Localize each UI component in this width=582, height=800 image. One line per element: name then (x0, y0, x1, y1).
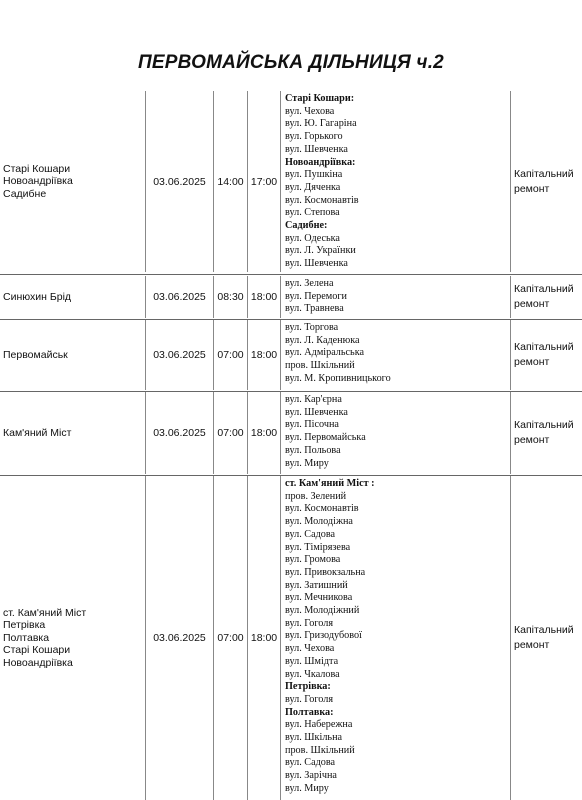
street-item: вул. Дяченка (285, 181, 341, 193)
location-line: Петрівка (3, 619, 46, 632)
street-item: вул. Чехова (285, 643, 335, 655)
street-item: вул. Первомайська (285, 432, 366, 444)
table-row (0, 276, 582, 318)
settlement-heading: Петрівка: (285, 681, 331, 693)
street-item: вул. М. Кропивницького (285, 372, 391, 384)
location-cell (0, 476, 145, 800)
street-item: вул. Зарічна (285, 770, 337, 782)
work-type-cell (510, 320, 582, 390)
location-line: Старі Кошари (3, 644, 71, 657)
location-text (3, 291, 71, 303)
date-cell: 03.06.2025 (145, 392, 213, 474)
street-item: вул. Тімірязева (285, 541, 351, 553)
work-type-cell (510, 476, 582, 800)
street-item: вул. Гоголя (285, 617, 334, 629)
street-item: вул. Молодіжна (285, 516, 353, 528)
page-title: ПЕРВОМАЙСЬКА ДІЛЬНИЦЯ ч.2 (138, 52, 444, 73)
street-item: вул. Набережна (285, 719, 353, 731)
street-item: вул. Садова (285, 528, 336, 540)
time-from-cell: 07:00 (213, 476, 247, 800)
street-item: вул. Адміральська (285, 347, 365, 359)
street-item: вул. Л. Українки (285, 245, 356, 257)
location-line: Старі Кошари (3, 162, 71, 175)
table-row (0, 320, 582, 390)
street-item: вул. Горького (285, 131, 343, 143)
work-type-cell (510, 91, 582, 272)
street-item: вул. Громова (285, 554, 341, 566)
settlement-heading: Старі Кошари: (285, 93, 355, 104)
location-cell (0, 276, 145, 318)
street-item: вул. Одеська (285, 232, 340, 244)
location-text (3, 607, 86, 669)
settlement-heading: Новоандріївка: (285, 156, 356, 168)
street-item: вул. Л. Каденюка (285, 334, 360, 346)
location-line: Синюхин Брід (3, 290, 72, 303)
street-item: вул. Шмідта (285, 655, 339, 667)
date-cell: 03.06.2025 (145, 476, 213, 800)
time-to-cell: 18:00 (247, 476, 280, 800)
street-item: вул. Садова (285, 757, 336, 769)
street-item: вул. Миру (285, 782, 329, 794)
table-row (0, 392, 582, 474)
streets-cell (280, 392, 510, 474)
street-item: пров. Шкільний (285, 744, 355, 756)
streets-cell (280, 91, 510, 272)
street-item: вул. Ю. Гагаріна (285, 118, 357, 130)
date-cell: 03.06.2025 (145, 91, 213, 272)
street-item: вул. Перемоги (285, 290, 347, 302)
streets-cell (280, 476, 510, 800)
street-item: вул. Зелена (285, 278, 334, 289)
location-line: Новоандріївка (3, 175, 73, 188)
street-item: вул. Гоголя (285, 693, 334, 705)
time-from-cell: 07:00 (213, 392, 247, 474)
street-item: вул. Пушкіна (285, 169, 343, 181)
work-type-cell (510, 392, 582, 474)
street-item: вул. Чехова (285, 105, 335, 117)
time-to-cell: 17:00 (247, 91, 280, 272)
work-type-text: Капітальний ремонт (514, 341, 574, 368)
work-type-cell (510, 276, 582, 318)
street-item: вул. Привокзальна (285, 566, 366, 578)
streets-cell (280, 276, 510, 318)
settlement-heading: ст. Кам'яний Міст : (285, 478, 375, 489)
time-to-cell: 18:00 (247, 276, 280, 318)
street-item: вул. Молодіжний (285, 605, 360, 617)
table-row (0, 476, 582, 800)
street-item: вул. Травнева (285, 303, 344, 315)
time-to-cell: 18:00 (247, 320, 280, 390)
street-item: вул. Пісочна (285, 419, 339, 431)
location-cell (0, 392, 145, 474)
street-item: вул. Затишний (285, 579, 348, 591)
row-divider (0, 391, 582, 392)
street-item: вул. Чкалова (285, 668, 340, 680)
location-text (3, 349, 68, 361)
street-item: вул. Космонавтів (285, 503, 359, 515)
street-item: вул. Мечникова (285, 592, 353, 604)
row-divider (0, 274, 582, 275)
street-item: пров. Шкільний (285, 360, 355, 372)
location-line: Первомайськ (3, 348, 68, 361)
date-cell: 03.06.2025 (145, 276, 213, 318)
street-item: вул. Шкільна (285, 732, 343, 744)
location-line: ст. Кам'яний Міст (3, 606, 87, 619)
date-cell: 03.06.2025 (145, 320, 213, 390)
location-line: Садибне (3, 187, 47, 200)
streets-cell (280, 320, 510, 390)
street-item: вул. Миру (285, 457, 329, 469)
table-row (0, 91, 582, 272)
work-type-text: Капітальний ремонт (514, 624, 574, 651)
work-type-text: Капітальний ремонт (514, 419, 574, 446)
location-cell (0, 91, 145, 272)
street-item: вул. Шевченка (285, 143, 348, 155)
street-item: вул. Шевченка (285, 258, 348, 270)
street-item: вул. Гризодубової (285, 630, 362, 642)
work-type-text: Капітальний ремонт (514, 283, 574, 310)
location-text (3, 427, 71, 439)
location-cell (0, 320, 145, 390)
street-item: вул. Торгова (285, 322, 339, 333)
row-divider (0, 319, 582, 320)
settlement-heading: Садибне: (285, 220, 328, 232)
street-item: вул. Кар'єрна (285, 394, 342, 405)
street-item: вул. Шевченка (285, 406, 348, 418)
time-from-cell: 14:00 (213, 91, 247, 272)
settlement-heading: Полтавка: (285, 706, 334, 718)
location-line: Новоандріївка (3, 656, 73, 669)
street-item: пров. Зелений (285, 490, 347, 502)
time-to-cell: 18:00 (247, 392, 280, 474)
location-text (3, 163, 73, 200)
street-item: вул. Степова (285, 207, 340, 219)
work-type-text: Капітальний ремонт (514, 167, 574, 195)
street-item: вул. Космонавтів (285, 194, 359, 206)
time-from-cell: 08:30 (213, 276, 247, 318)
row-divider (0, 475, 582, 476)
street-item: вул. Польова (285, 444, 341, 456)
time-from-cell: 07:00 (213, 320, 247, 390)
location-line: Кам'яний Міст (3, 426, 72, 439)
location-line: Полтавка (3, 631, 50, 644)
